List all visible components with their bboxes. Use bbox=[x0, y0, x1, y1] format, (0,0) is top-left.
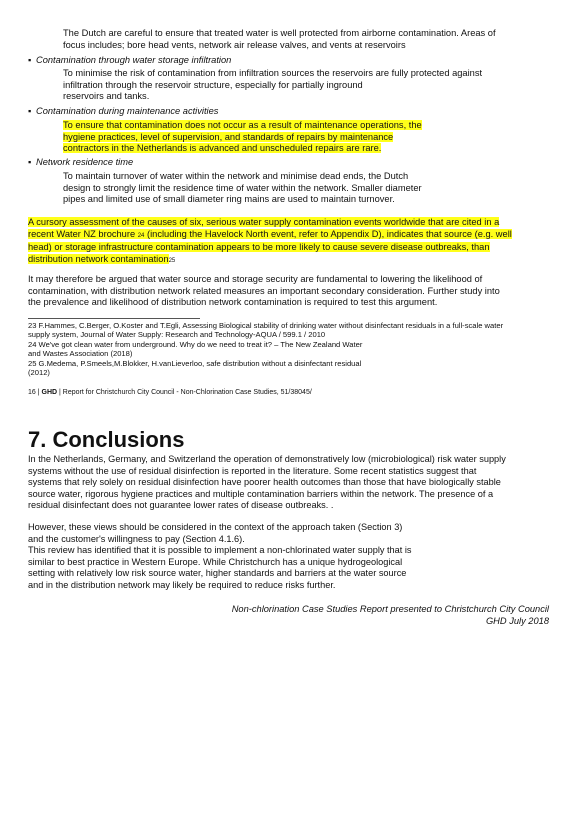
footnote-line: supply system, Journal of Water Supply: Research and Technology-AQUA / 599.1 / 2010 bbox=[28, 330, 326, 340]
section-heading: 7. Conclusions bbox=[28, 427, 185, 452]
page-footer bbox=[28, 388, 312, 397]
signoff-date: GHD July 2018 bbox=[485, 615, 549, 626]
footnote-divider bbox=[28, 318, 200, 319]
signoff-title: Non-chlorination Case Studies Report presented to Christchurch City Council bbox=[231, 604, 549, 614]
text-line: This review has identified that it is possible to implement a non-chlorinated water supply that is bbox=[28, 545, 412, 555]
footnotes bbox=[28, 321, 503, 377]
text-line: systems that rely solely on residual disinfection have poorer health outcomes than those that have biologically stable bbox=[28, 477, 501, 487]
text-line: However, these views should be considered in the context of the approach taken (Section 3) bbox=[28, 522, 403, 532]
footnote-line: (2012) bbox=[28, 368, 50, 378]
text-line: The Dutch are careful to ensure that treated water is well protected from airborne contamination. Areas of bbox=[63, 28, 496, 38]
footnote-line: 23 F.Hammes, C.Berger, O.Koster and T.Egli, Assessing Biological stability of drinking water without disinfectant residuals in a full-scale water bbox=[28, 321, 504, 330]
footnote-line: and Wastes Association (2018) bbox=[28, 349, 133, 359]
text-line: infiltration through the reservoir structure, especially for partially inground bbox=[63, 79, 363, 90]
bullet-heading: ▪ Network residence time bbox=[28, 157, 134, 167]
text-line: reservoirs and tanks. bbox=[63, 91, 150, 101]
text-line: and the customer's willingness to pay (Section 4.1.6). bbox=[28, 533, 245, 544]
highlighted-line: distribution network contamination bbox=[28, 253, 169, 264]
text-line: residual disinfectant does not guarantee lower rates of disease outbreaks. . bbox=[28, 500, 334, 510]
ghd-logo: GHD bbox=[41, 389, 58, 396]
text-line: and in the distribution network may likely be required to reduce risks further. bbox=[28, 579, 336, 590]
highlighted-paragraph: A cursory assessment of the causes of six, serious water supply contamination events worldwide that are cited in a recent Water NZ brochure 24 (including the Havelock North event, refer to Appendix D), indicates that source (e.g. well head) or storage infrastructure contamination appears to be more likely to cause severe disease outbreaks, than distribution network contamination25 bbox=[28, 217, 512, 264]
report-signoff bbox=[232, 604, 549, 628]
bullet-icon: ▪ bbox=[28, 157, 32, 167]
page-number: 16 | bbox=[28, 389, 42, 396]
footnote-line: 24 We've got clean water from underground. Why do we need to treat it? – The New Zealand Water bbox=[28, 339, 363, 349]
text-line: the prevalence and likelihood of distribution network contamination is required to test this argument. bbox=[28, 297, 438, 307]
text-line: To maintain turnover of water within the network and minimise dead ends, the Dutch bbox=[63, 171, 409, 181]
bullet-heading: ▪ Contamination during maintenance activities bbox=[28, 106, 219, 116]
bullet-icon: ▪ bbox=[28, 55, 32, 65]
footnote-ref[interactable]: 24 bbox=[137, 232, 145, 239]
intro-paragraph bbox=[63, 28, 496, 51]
bullet-paragraph-highlighted bbox=[63, 120, 422, 155]
bullet-paragraph bbox=[63, 171, 422, 206]
text-line: In the Netherlands, Germany, and Switzerland the operation of demonstratively low (microbiological) risk water supply bbox=[28, 454, 506, 464]
highlighted-line: To ensure that contamination does not occur as a result of maintenance operations, the bbox=[63, 120, 422, 130]
conclusions-paragraph bbox=[28, 522, 412, 591]
text-line: contamination, with distribution network related measures an important secondary consideration. Further study into bbox=[28, 285, 500, 296]
text-line: focus includes; bore head vents, network air release valves, and vents at reservoirs bbox=[63, 39, 406, 50]
text-line: source water, rigorous hygiene practices and multiple contamination barriers within the network. The presence of a bbox=[28, 488, 494, 499]
highlighted-line: A cursory assessment of the causes of six, serious water supply contamination events worldwide that are cited in a bbox=[28, 217, 500, 227]
footer-text: | Report for Christchurch City Council - Non-Chlorination Case Studies, 51/38045/ bbox=[57, 389, 312, 396]
highlighted-line: hygiene practices, level of supervision, and standards of repairs by maintenance bbox=[63, 131, 394, 142]
bullet-paragraph bbox=[63, 68, 482, 103]
footnote-ref[interactable]: 25 bbox=[168, 257, 176, 264]
text-line: To minimise the risk of contamination from infiltration sources the reservoirs are fully protected against bbox=[63, 68, 483, 78]
highlighted-line: contractors in the Netherlands is advanced and unscheduled repairs are rare. bbox=[63, 143, 382, 153]
text-line: systems without the use of residual disinfection is reported in the literature. Some recent statistics suggest that bbox=[28, 465, 477, 476]
footnote-line: 25 G.Medema, P.Smeels,M.Blokker, H.vanLieverloo, safe distribution without a disinfectant residual bbox=[28, 358, 362, 368]
text-line: design to strongly limit the residence time of water within the network. Smaller diameter bbox=[63, 182, 422, 193]
text-line: setting with relatively low risk source water, higher standards and barriers at the water source bbox=[28, 568, 407, 578]
argument-paragraph bbox=[28, 274, 500, 309]
bullet-icon: ▪ bbox=[28, 106, 32, 116]
bullet-heading: ▪ Contamination through water storage infiltration bbox=[28, 55, 232, 65]
conclusions-paragraph bbox=[28, 454, 506, 512]
text-line: It may therefore be argued that water source and storage security are fundamental to lowering the likelihood of bbox=[28, 274, 483, 284]
text-line: pipes and limited use of small diameter ring mains are used to maintain turnover. bbox=[63, 194, 395, 204]
text-line: similar to best practice in Western Europe. While Christchurch has a unique hydrogeological bbox=[28, 556, 403, 567]
highlighted-line: head) or storage infrastructure contamination appears to be more likely to cause severe disease outbreaks, than bbox=[28, 242, 490, 252]
